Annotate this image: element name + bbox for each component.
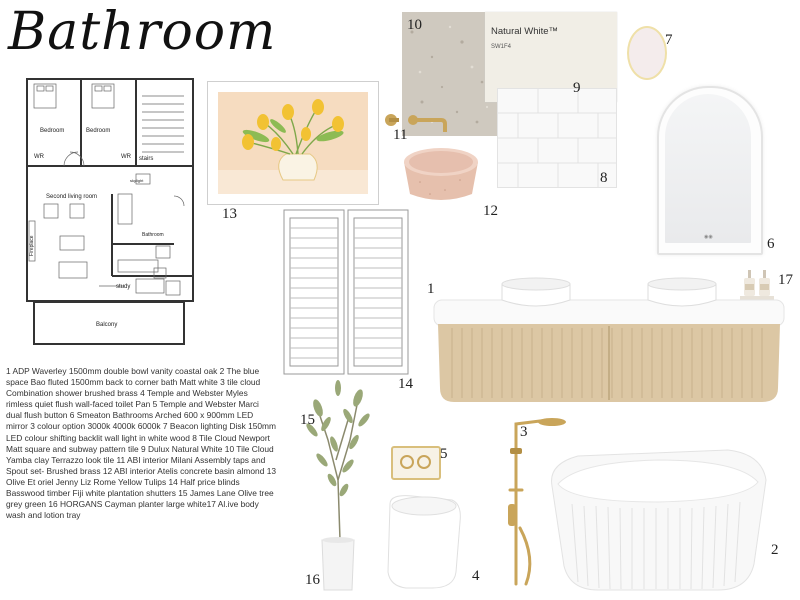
double-bowl-vanity [432, 276, 788, 404]
item-number-17: 17 [778, 272, 793, 288]
mirror-glass [665, 94, 751, 243]
fp-label-bedroom1: Bedroom [40, 128, 65, 134]
tulip-print-image [218, 92, 368, 194]
item-number-14: 14 [398, 376, 413, 392]
item-number-12: 12 [483, 203, 498, 219]
plantation-shutters [282, 208, 414, 376]
fp-label-study: study [116, 284, 131, 290]
fp-label-bathroom: Bathroom [142, 232, 164, 238]
item-number-16: 16 [305, 572, 320, 588]
item-number-5: 5 [440, 446, 448, 462]
fp-label-skylight: skylight [130, 178, 144, 183]
flush-half-button [400, 455, 414, 469]
arched-led-mirror [657, 86, 763, 255]
dual-flush-button [391, 446, 441, 480]
item-number-11: 11 [393, 127, 408, 143]
item-number-3: 3 [520, 424, 528, 440]
tulip-print-frame [207, 81, 379, 205]
concrete-basin-almond [400, 142, 482, 206]
paint-swatch-code: SW1F4 [491, 44, 512, 50]
item-number-4: 4 [472, 568, 480, 584]
fp-label-wr1: WR [34, 154, 44, 160]
fluted-bath [548, 444, 770, 594]
fp-label-fireplace: Fireplace [29, 235, 35, 256]
item-number-10: 10 [407, 17, 422, 33]
product-description: 1 ADP Waverley 1500mm double bowl vanity coastal oak 2 The blue space Bao fluted 1500mm back to corner bath Matt white 3 tile cloud Combination shower brushed brass 4 Temple and Webster Myles rimless quiet flush wall-faced toilet Pan 5 Temple and Webster Marci dual flush button 6 Smeaton Bathrooms Arched 600 x 900mm LED mirror 3 colour option 3000k 4000k 6000k 7 Beacon lighting Disk 150mm LED colour shifting backlit wall light in white wood 8 Tile Cloud Newport Matt square and subway pattern tile 9 Dulux Natural White 10 Tile Cloud Yamba clay Terrazzo look tile 11 ABI interior Milani Assembly taps and Spout set- Brushed brass 12 ABI interior Atelis concrete basin almond 13 Olive Et oriel Jenny Liz Rome Yellow Tulips 14 Half price blinds Basswood timber Fiji white plantation shutters 15 James Lane Olive tree grey green 16 HORGANS Cayman planter large white17 Al.ive body wash and lotion tray [6, 366, 277, 521]
item-number-2: 2 [771, 542, 779, 558]
rimless-toilet [382, 492, 464, 592]
fp-label-wr2: WR [121, 154, 131, 160]
item-number-1: 1 [427, 281, 435, 297]
fp-label-stairs: stairs [139, 156, 154, 162]
item-number-6: 6 [767, 236, 775, 252]
item-number-13: 13 [222, 206, 237, 222]
subway-tile-sample [497, 88, 617, 188]
flush-full-button [417, 455, 431, 469]
fp-label-bedroom2: Bedroom [86, 128, 111, 134]
subway-tile-grid [498, 89, 616, 187]
disk-wall-light [627, 26, 667, 80]
floor-plan [24, 76, 199, 346]
fp-label-second-living: Second living room [46, 194, 98, 200]
mirror-touch-icon: ◉◉ [704, 234, 713, 240]
fp-label-balcony: Balcony [96, 322, 118, 328]
board-title: Bathroom [8, 2, 277, 62]
item-number-9: 9 [573, 80, 581, 96]
item-number-7: 7 [665, 32, 673, 48]
item-number-8: 8 [600, 170, 608, 186]
item-number-15: 15 [300, 412, 315, 428]
paint-swatch-name: Natural White™ [491, 26, 559, 37]
